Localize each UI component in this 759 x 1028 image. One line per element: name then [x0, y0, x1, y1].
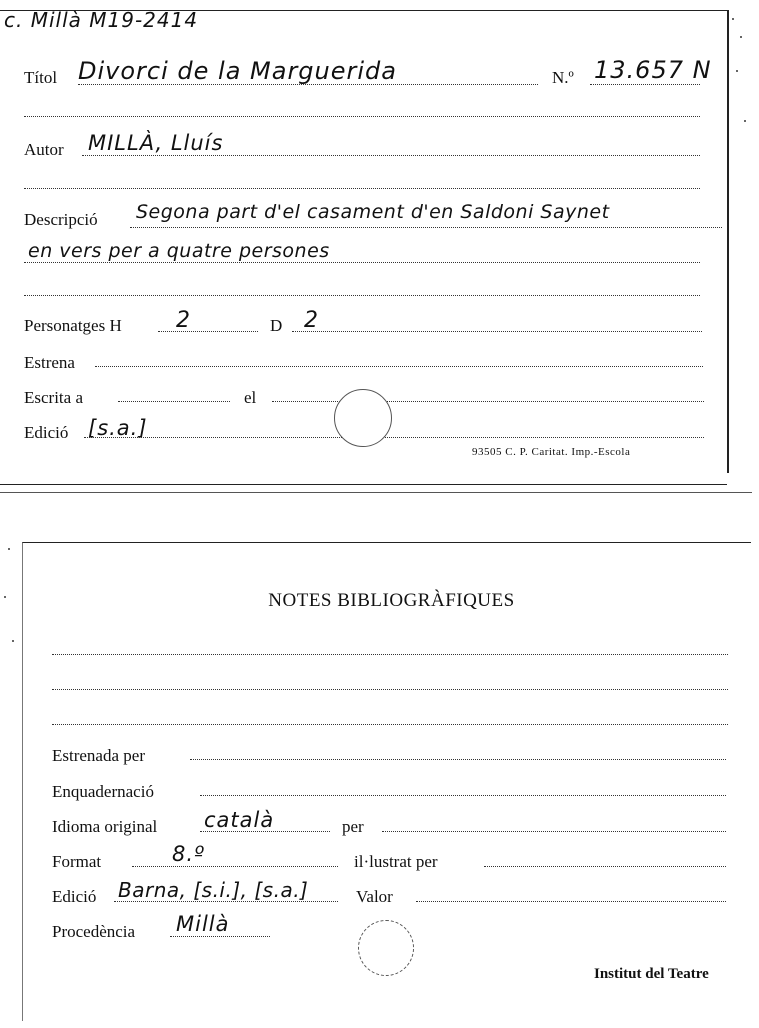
enquadernacio-line — [200, 795, 726, 796]
valor-label: Valor — [356, 887, 393, 906]
personatges-h-line — [158, 331, 258, 332]
procedencia-line — [170, 936, 270, 937]
blank-line-2 — [24, 188, 700, 189]
descripcio-line-2 — [24, 262, 700, 263]
personatges-d-line — [292, 331, 702, 332]
scan-speck — [744, 120, 746, 122]
idioma-value: català — [204, 808, 275, 832]
scan-speck — [740, 36, 742, 38]
idioma-label: Idioma original — [52, 817, 158, 836]
blank-line-1 — [24, 116, 700, 117]
number-line — [590, 84, 700, 85]
format-label: Format — [52, 852, 102, 871]
edicio-line — [84, 437, 704, 438]
card-bottom-edge — [0, 484, 727, 485]
personatges-d-value: 2 — [304, 308, 319, 333]
punch-hole-top — [334, 389, 392, 447]
escrita-label: Escrita a — [24, 388, 83, 407]
escrita-line — [118, 401, 230, 402]
format-value: 8.º — [172, 842, 205, 866]
valor-line — [416, 901, 726, 902]
edicio-value: [s.a.] — [88, 416, 148, 440]
descripcio-value-2: en vers per a quatre persones — [28, 240, 330, 262]
autor-line — [82, 155, 700, 156]
punch-hole-bottom — [358, 920, 414, 976]
el-label: el — [244, 388, 257, 407]
personatges-h-value: 2 — [176, 308, 191, 333]
notes-line-2 — [52, 689, 728, 690]
number-value: 13.657 N — [594, 56, 712, 84]
edicio2-value: Barna, [s.i.], [s.a.] — [118, 878, 309, 902]
edicio2-line — [114, 901, 338, 902]
scan-speck — [732, 18, 734, 20]
printer-imprint: 93505 C. P. Caritat. Imp.-Escola — [472, 446, 631, 458]
illustrat-line — [484, 866, 726, 867]
descripcio-line-1 — [130, 227, 722, 228]
idioma-per-line — [382, 831, 726, 832]
notes-line-3 — [52, 724, 728, 725]
scan-speck — [12, 640, 14, 642]
number-label: N.º — [552, 68, 574, 87]
descripcio-value-1: Segona part d'el casament d'en Saldoni Saynet — [136, 201, 610, 223]
blank-line-3 — [24, 295, 700, 296]
format-line — [132, 866, 338, 867]
scan-separator — [0, 492, 752, 493]
estrena-line — [95, 366, 703, 367]
estrenada-line — [190, 759, 726, 760]
titol-line — [78, 84, 538, 85]
scan-speck — [736, 70, 738, 72]
el-line — [272, 401, 704, 402]
edicio2-label: Edició — [52, 887, 97, 906]
edicio-label: Edició — [24, 423, 69, 442]
descripcio-label: Descripció — [24, 210, 98, 229]
titol-label: Títol — [24, 68, 58, 87]
illustrat-label: il·lustrat per — [354, 852, 438, 871]
enquadernacio-label: Enquadernació — [52, 782, 154, 801]
idioma-line — [200, 831, 330, 832]
personatges-d-label: D — [270, 316, 283, 335]
notes-line-1 — [52, 654, 728, 655]
procedencia-label: Procedència — [52, 922, 136, 941]
notes-heading: NOTES BIBLIOGRÀFIQUES — [268, 590, 515, 611]
titol-value: Divorci de la Marguerida — [78, 57, 397, 85]
estrenada-label: Estrenada per — [52, 746, 145, 765]
scan-speck — [8, 548, 10, 550]
estrena-label: Estrena — [24, 353, 75, 372]
institution-name: Institut del Teatre — [594, 966, 709, 982]
idioma-per-label: per — [342, 817, 364, 836]
procedencia-value: Millà — [176, 912, 230, 936]
personatges-label: Personatges H — [24, 316, 122, 335]
autor-label: Autor — [24, 140, 64, 159]
autor-value: MILLÀ, Lluís — [88, 131, 224, 155]
handwritten-shelfmark: c. Millà M19-2414 — [4, 8, 199, 32]
